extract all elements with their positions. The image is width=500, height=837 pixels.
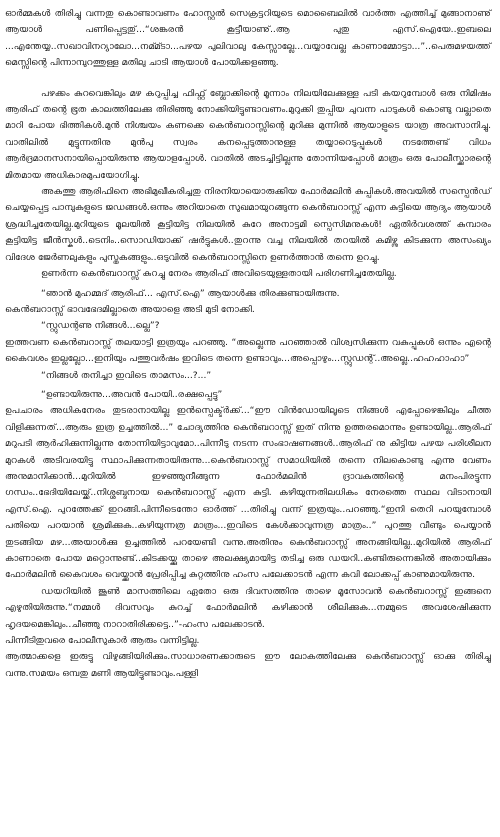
paragraph-diary-entry: ഡയറിയിൽ ജൂൺ മാസത്തിലെ ഏതോ ഒരു ദിവസത്തിനു താഴെ മൂസോവൻ കെൻബറാസ്സ് ഇങ്ങനെ എഴുതിയിരുന്നു.“നമ്മൾ ദിവസവും കുറച്ച് ഫോർമലിൻ കഴിക്കാൻ ശീലിക്കുക...നമ്മുടെ അവശേഷിക്കുന്ന ഹൃദയമെങ്കിലും..ചീഞ്ഞു നാറാതിരിക്കട്ടെ..”-ഹംസ പലേക്കാടൻ. — [5, 585, 491, 630]
paragraph-student-question: “സ്റ്റുഡന്റണു നിങ്ങൾ...ല്ലെ”? — [41, 320, 160, 332]
paragraph-kenbaras-looks: കെൻബറാസ്സ് ഭാവഭേദമില്ലാതെ അയാളെ അടി മുടി നോക്കി. — [5, 303, 255, 315]
paragraph-hostel-secretary: ഓർമ്മകൾ തിരിച്ചു വന്നതു കൊണ്ടാവണം ഹോസ്റ്റൽ സെക്രട്ടറിയുടെ മൊബൈലിൽ വാർത്ത എത്തിച്ച് മുങ്ങാനാണു് ആയാൾ പണിപ്പെട്ടതു്...“ശങ്കരൻ കൂട്ടീയാണു്..ആ പുതു എസ്.ഐയേ..ഇബലെ ...എന്തേയ്യ..സഖാവിനറ്യാലോ...നമ്മ്ടാ...പഴയ പുലിവാലു കേസ്സാല്ലേ...വയ്യാവേല്ല കാണാമ്മോട്ടാ...”..പെരുമഴയത്ത് മെസ്സിന്റെ പിന്നാമ്പുറത്തുള്ള മതിലു ചാടി ആയാൾ പോയിക്കളഞ്ഞു. — [5, 8, 491, 69]
paragraph-fifth-block: പഴക്കം കുറവെങ്കിലും മഴ കറുപ്പിച്ച ഫിഫ്റ്റ് ബ്ലോക്കിന്റെ മൂന്നാം നിലയിലേക്കുള്ള പടി കയറുമ്പോൾ ഒരു നിമിഷം ആരിഫ് തന്റെ ഭൂത കാലത്തിലേക്കു തിരിഞ്ഞു നോക്കിയിട്ടുണ്ടാവണം.മുറുക്കി തുപ്പിയ ചുവന്ന പാടുകൾ കൊണ്ടു വല്ലാതെ മാറി പോയ ഭിത്തികൾ.മുൻ നിശ്ചയം കണക്കെ കെൻബറാസ്സിന്റെ മുറിക്കു മുന്നിൽ ആയാളുടെ യാത്ര അവസാനിച്ചു. വാതിലിൽ മുട്ടുന്നതിനു മുൻപു സ്വരം കനപ്പെടുത്താനുള്ള തയ്യാറെടുപ്പുകൾ നടത്തേണ്ട് വിധം ആർദ്രമാനസനായിപ്പൊയിരുന്നു ആയാളപ്പോൾ. വാതിൽ അടച്ചിട്ടില്ലന്നു തോന്നിയപ്പോൾ മാത്രം ഒരു പോലീസ്ക്കാരന്റെ മിതമായ അധികാരമുപയോഗിച്ചു. — [5, 87, 491, 181]
paragraph-kenbaras-wakes: ഉണർന്ന കെൻബറാസ്സ് കുറച്ചു നേരം ആരിഫ് അവിടെയുള്ളതായി പരിഗണിച്ചതേയില്ല. — [41, 268, 397, 280]
paragraph-he-escaped: “ഉണ്ടായിരുന്നു...അവൻ പോയി..രക്ഷപ്പെട്ടു” — [41, 388, 223, 400]
paragraph-no-police: പിന്നീടിതുവരെ പോലീസുകാർ ആരും വന്നിട്ടില്ല. — [5, 635, 200, 647]
paragraph-darkness: ആത്മാക്കളെ ഇരുട്ടു വിഴുങ്ങിയിരിക്കും.സാധാരണക്കാരുടെ ഈ ലോകത്തിലേക്കു കെൻബറാസ്സ് ഓക്കു തിരിച്ചു വന്നു.സമയം ഒമ്പതു മണി ആയിട്ടുണ്ടാവും.പള്ളി — [5, 651, 491, 679]
paragraph-si-introduction: “ഞാൻ മുഹമ്മദ് ആരിഫ്... എസ്.ഐ” ആയാൾക്കു തിരക്കുണ്ടായിരുന്നു. — [41, 287, 340, 299]
paragraph-alone-question: “നിങ്ങൾ തനിച്ചാ ഇവിടെ താമസം...?...” — [41, 369, 212, 381]
paragraph-formalin-bottles: അകത്തു ആരിഫിനെ അഭിമുഖീകരിച്ചതു നിരനിയായൊരുക്കിയ ഫോർമലിൻ കുപ്പികൾ.അവയിൽ സസ്പെൻഡ് ചെയ്യപ്പെട്ട പാമ്പുകളുടെ ജഡങ്ങൾ.ഒന്നും അറിയാതെ സുഖമായുറങ്ങുന്ന കെൻബറാസ്സ് എന്ന കുട്ടിയെ ആദ്യം ആയാൾ ശ്രദ്ധിച്ചതേയില്ല.മുറിയുടെ മൂലയിൽ കൂട്ടിയിട്ട നിലയിൽ കുറേ അനാട്ടമി സ്പെസിമനുകൾ! ഏതിർവശത്ത് കുമ്പാരം കൂട്ടിയിട്ട ജീൻസ്കൾ..ടെനിം..സൊഡിയാക്ക് ഷർട്ടുകൾ..തുറന്നു വച്ച നിലയിൽ തറയിൽ കമിഴ്ന്നു കിടക്കുന്ന അസംഖ്യം വിദേശ ജേർണലുകളും പുസ്തകങ്ങളും..ഒടുവിൽ കെൻബറാസ്സിനെ ഉണർത്താൻ തന്നെ ഉറച്ചു. — [5, 186, 491, 263]
paragraph-kenbaras-reply: ഇത്തവണ കെൻബറാസ്സ് തലയാട്ടി ഇത്രയും പറഞ്ഞു. “അല്ലെന്നു പറഞ്ഞാൽ വിശ്വസിക്കുന്ന വകുപ്പുകൾ ഒന്നും എന്റെ കൈവശം ഇല്ലല്ലോ...ഇനിയും പത്തുവർഷം ഇവിടെ തന്നെ ഉണ്ടാവും...അപ്പൊഴും...സ്റ്റുഡന്റ്..അല്ലെ..ഹഹഹാഹാ” — [5, 336, 491, 365]
paragraph-inspector-window: ഉപചാരം അധികനേരം തുടരാനായില്ല ഇൻസ്പെക്ട്ർക്ക്...“ഈ വിൻഡോയിലൂടെ നിങ്ങൾ എപ്പോഴെങ്കിലും ചീത്ത വിളിക്കുന്നത്...ആരും ഇത്ര ഉച്ചത്തിൽ...” ചോദ്യത്തിനു കെൻബറാസ്സ് ഇത് നിന്നു ഉത്തരമൊന്നും ഉണ്ടായില്ല..ആരിഫ് മറുപടി ആർഹിക്കുന്നില്ലന്നു തോന്നിയിട്ടാവുമോ..പിന്നീടു നടന്ന സംഭാഷണങ്ങൾ..ആരിഫ് നു കിട്ടിയ പഴയ പരിശീലന മുറകൾ അടിവരയിട്ടു സ്ഥാപിക്കുന്നതായിരുന്നു...കെൻബറാസ്സ് സമാധിയിൽ തന്നെ നിലകൊണ്ടു എന്നു വേണം അനുമാനിക്കാൻ...മുറിയിൽ ഇഴഞ്ഞുനീങ്ങുന്ന ഫോർമലിൻ ദ്രാവകത്തിന്റെ മനംപിരട്ടുന്ന ഗന്ധം..ഭേദിയിലേയ്ക്ക്..നിശ്ശബ്ദനായ കെൻബറാസ്സ് എന്ന കുട്ടി. കഴിയുന്നതിലധികം നേരത്തെ സ്ഥല വിടാനായി എസ്.ഐ. പുറത്തേക്ക് ഇറങ്ങി.പിന്നീടെന്തോ ഓർത്ത് ...തിരിച്ചു വന്ന് ഇത്രയും..പറഞ്ഞു.“ഇനി തെറി പറയുമ്പോൾ പതിയെ പറയാൻ ശ്രമിക്കുക..കഴിയുന്നത്ര മാത്രം...ഇവിടെ കേൾക്കാവുന്നത്ര മാത്രം..” പുറത്തു വീണ്ടും പെയ്യാൻ തുടങ്ങിയ മഴ...അയാൾക്കു ഉച്ചത്തിൽ പറയേണ്ടി വന്നു.അതിനും കെൻബറാസ്സ് അനങ്ങിയില്ല..മുറിയിൽ ആരിഫ് കാണാതെ പോയ മറ്റൊന്നുണ്ട്..കിടക്കയ്ക്കു താഴെ അലക്ഷ്യമായിട്ട തടിച്ച ഒരു ഡയറി..കണ്ടിരുന്നെങ്കിൽ അതായിക്കും ഫോർമലിൻ കൈവശം വെയ്ക്കാൻ പ്രേരിപ്പിച്ച കുറ്റത്തിനു ഹംസ പലേക്കാടൻ എന്ന കവി ലോക്കപ്പ് കാണുമായിരുന്നു. — [5, 405, 491, 581]
